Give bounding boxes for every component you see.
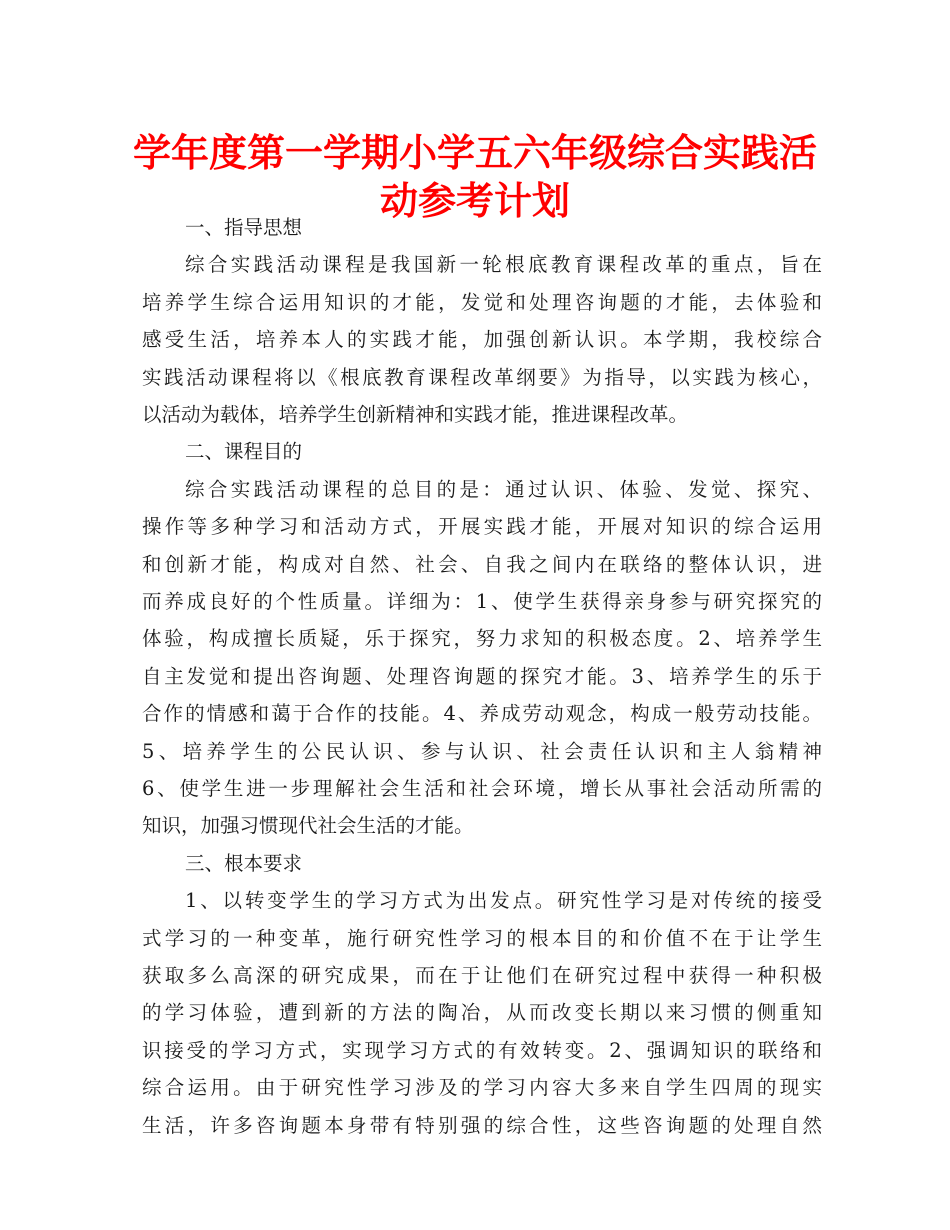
paragraph-line: 感受生活，培养本人的实践才能，加强创新认识。本学期，我校综合	[142, 328, 822, 352]
paragraph-line: 自主发觉和提出咨询题、处理咨询题的探究才能。3、培养学生的乐于	[142, 664, 822, 688]
paragraph-line: 以活动为载体，培养学生创新精神和实践才能，推进课程改革。	[142, 403, 689, 426]
paragraph-line: 合作的情感和蔼于合作的技能。4、养成劳动观念，构成一般劳动技能。	[142, 702, 822, 726]
paragraph-line: 而养成良好的个性质量。详细为：1、使学生获得亲身参与研究探究的	[142, 590, 822, 613]
section-heading: 三、根本要求	[185, 851, 303, 875]
paragraph-line: 综合运用。由于研究性学习涉及的学习内容大多来自学生四周的现实	[142, 1076, 822, 1100]
document-title-line-1: 学年度第一学期小学五六年级综合实践活	[132, 131, 817, 175]
paragraph-line: 1、以转变学生的学习方式为出发点。研究性学习是对传统的接受	[185, 889, 822, 913]
paragraph-line: 综合实践活动课程是我国新一轮根底教育课程改革的重点，旨在	[185, 253, 822, 277]
paragraph-line: 识接受的学习方式，实现学习方式的有效转变。2、强调知识的联络和	[142, 1038, 822, 1062]
paragraph-line: 和创新才能，构成对自然、社会、自我之间内在联络的整体认识，进	[142, 552, 822, 576]
section-heading: 一、指导思想	[185, 216, 303, 239]
paragraph-line: 培养学生综合运用知识的才能，发觉和处理咨询题的才能，去体验和	[142, 290, 822, 314]
paragraph-line: 操作等多种学习和活动方式，开展实践才能，开展对知识的综合运用	[142, 515, 822, 539]
paragraph-line: 获取多么高深的研究成果，而在于让他们在研究过程中获得一种积极	[142, 964, 822, 987]
paragraph-line: 5、培养学生的公民认识、参与认识、社会责任认识和主人翁精神	[142, 739, 822, 763]
section-heading: 二、课程目的	[185, 440, 303, 464]
paragraph-line: 实践活动课程将以《根底教育课程改革纲要》为指导，以实践为核心，	[142, 365, 822, 389]
paragraph-line: 6、使学生进一步理解社会生活和社会环境，增长从事社会活动所需的	[142, 777, 822, 800]
document-title-line-2: 动参考计划	[379, 179, 570, 223]
paragraph-line: 生活，许多咨询题本身带有特别强的综合性，这些咨询题的处理自然	[142, 1113, 822, 1137]
paragraph-line: 式学习的一种变革，施行研究性学习的根本目的和价值不在于让学生	[142, 926, 822, 950]
paragraph-line: 的学习体验，遭到新的方法的陶冶，从而改变长期以来习惯的侧重知	[142, 1001, 822, 1025]
paragraph-line: 知识，加强习惯现代社会生活的才能。	[142, 814, 474, 838]
paragraph-line: 体验，构成擅长质疑，乐于探究，努力求知的积极态度。2、培养学生	[142, 627, 822, 651]
paragraph-line: 综合实践活动课程的总目的是：通过认识、体验、发觉、探究、	[185, 477, 822, 501]
